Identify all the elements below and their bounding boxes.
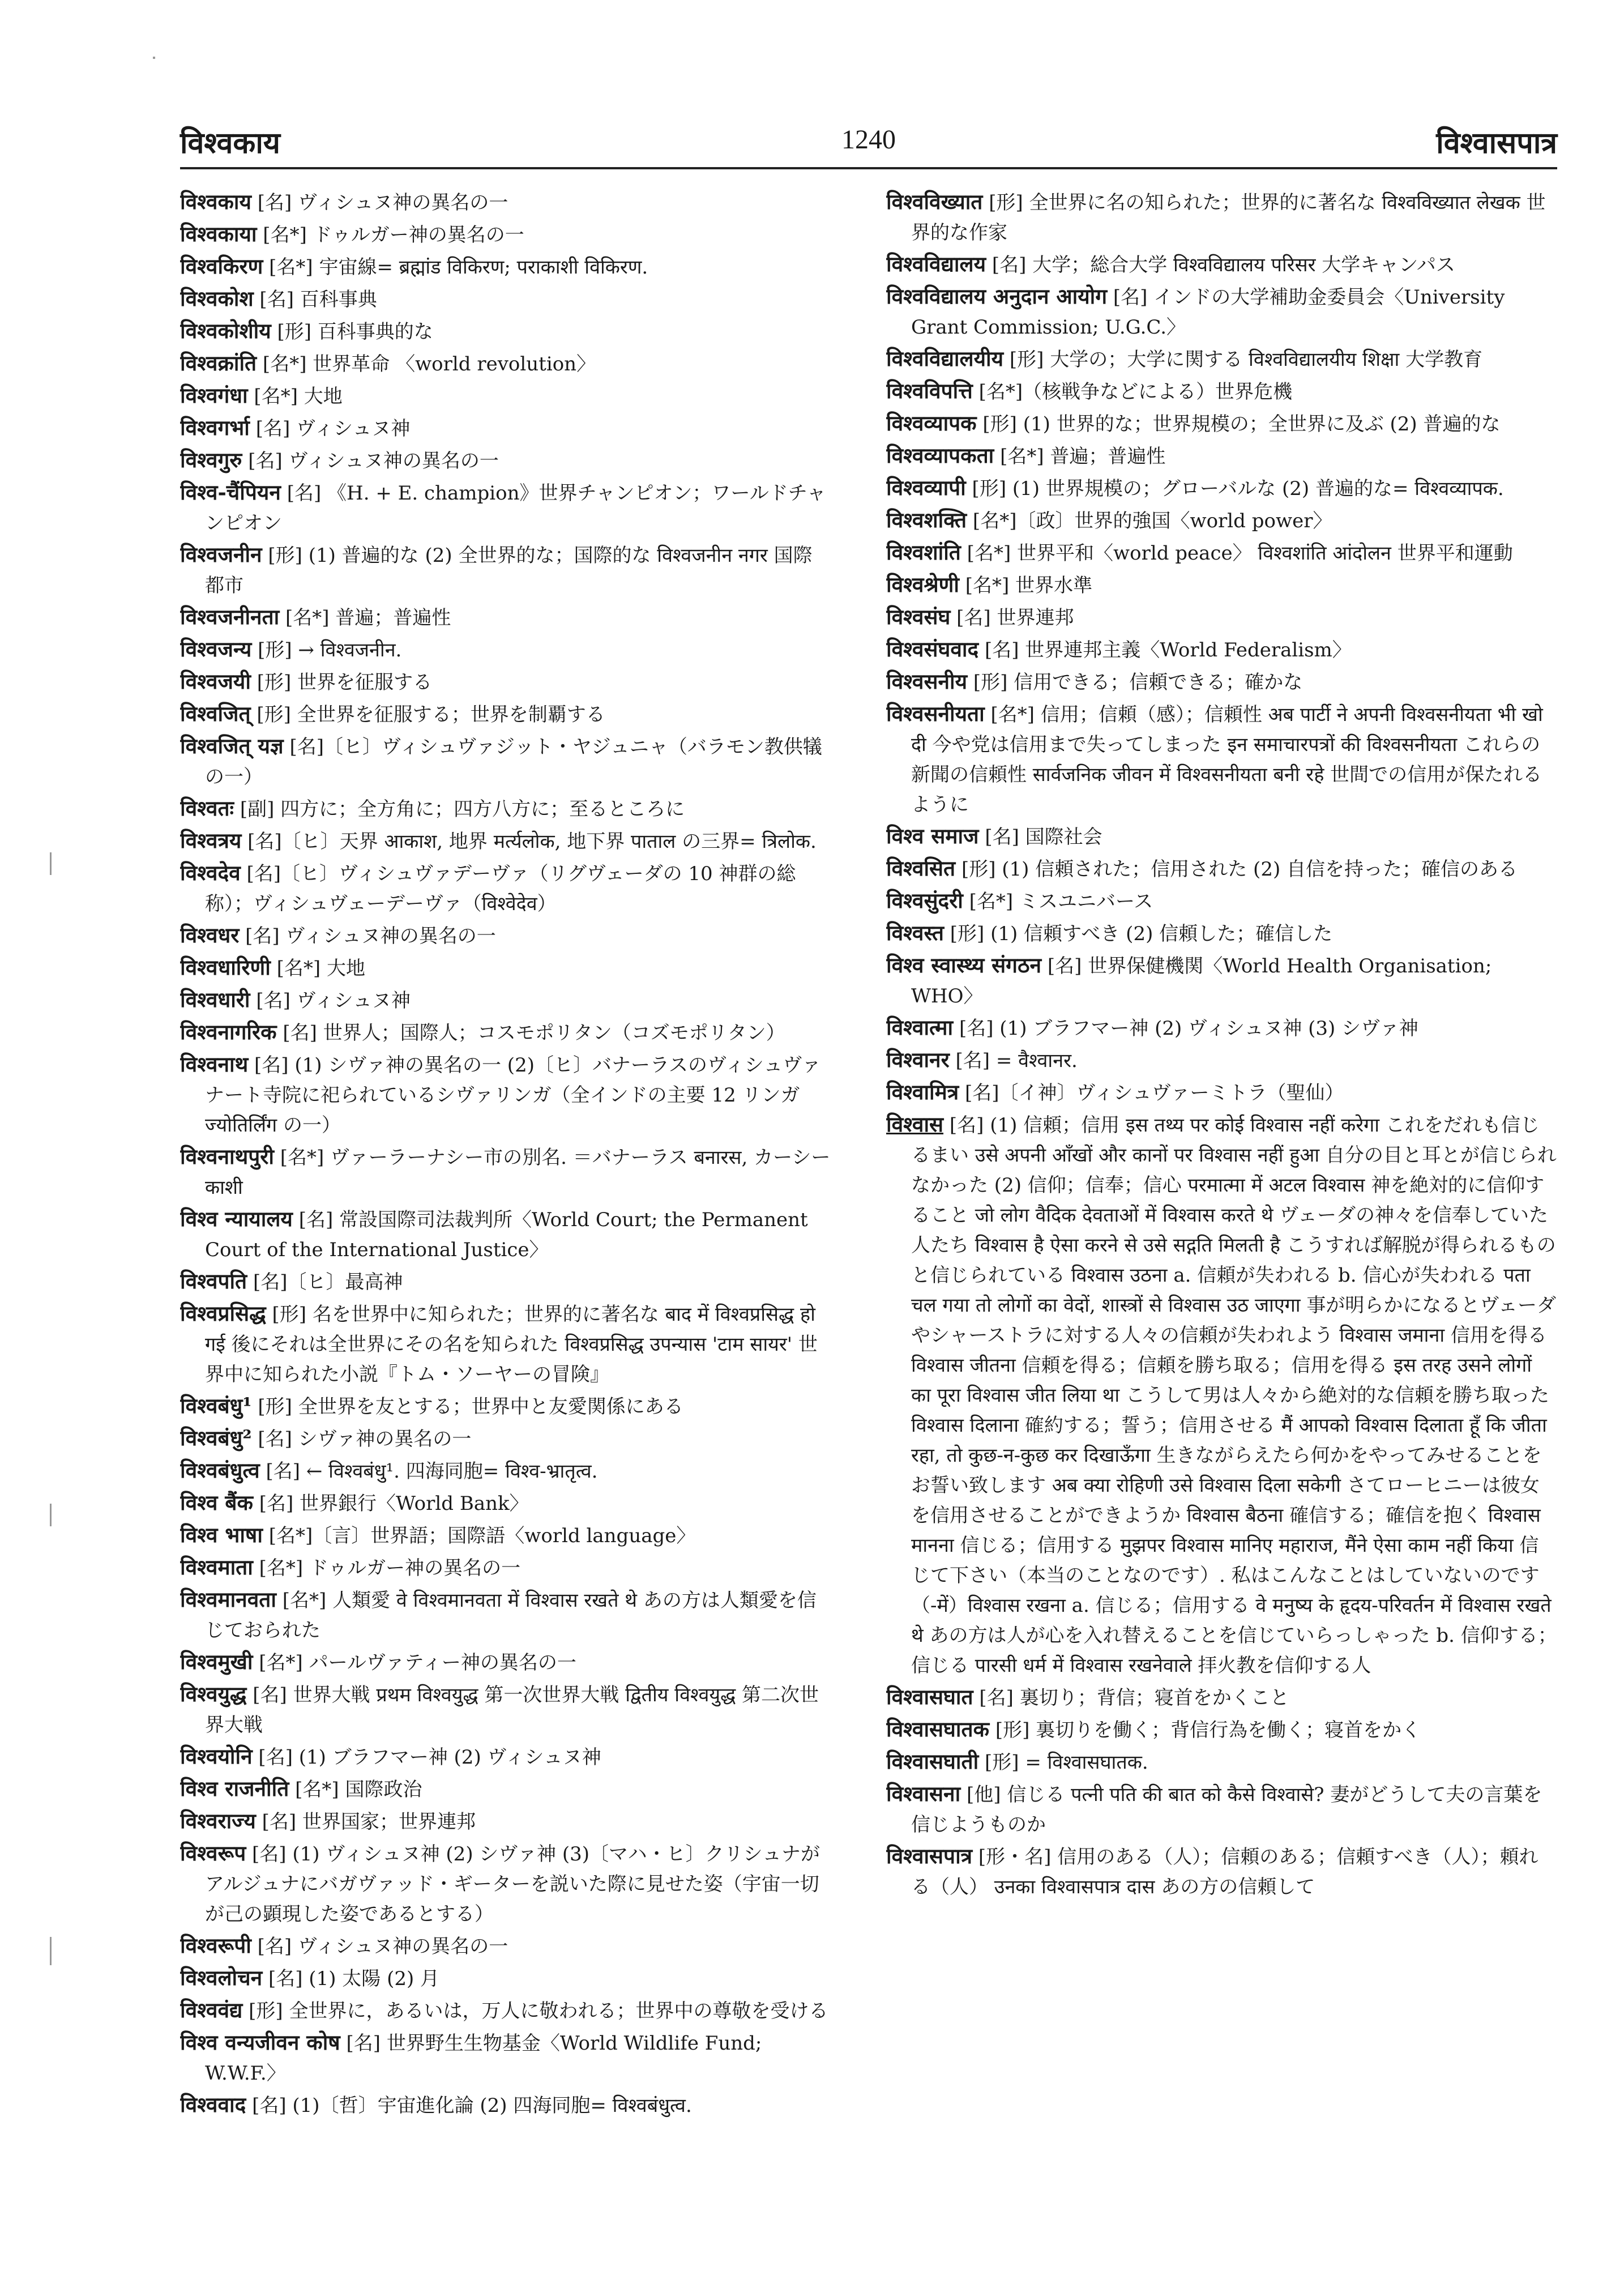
entry-headword: विश्वकाय	[180, 189, 251, 214]
entry-definition: [名] 世界人；国際人；コスモポリタン（コズモポリタン）	[276, 1022, 785, 1044]
entry-headword: विश्वनाथपुरी	[180, 1144, 274, 1169]
entry-headword: विश्वगुरु	[180, 447, 242, 472]
entry-definition: [形] 全世界に名の知られた；世界的に著名な विश्वविख्यात लेखक 世界的な作家	[911, 191, 1546, 244]
entry-definition: [名*] 人類愛 वे विश्वमानवता में विश्वास रखते थे あの方は人類愛を信じておられた	[205, 1589, 817, 1642]
entry-definition: [名] 世界連邦主義〈World Federalism〉	[978, 639, 1352, 661]
dictionary-entry	[180, 731, 831, 792]
entry-definition: [名*] 国際政治	[289, 1778, 422, 1801]
entry-definition: [名] 世界保健機関〈World Health Organisation; WHO〉	[911, 955, 1492, 1008]
dictionary-entry	[180, 1017, 831, 1048]
scan-mark	[50, 1937, 52, 1965]
entry-headword: विश्वासघाती	[886, 1749, 979, 1774]
dictionary-entry	[180, 602, 831, 633]
dictionary-entry	[886, 441, 1557, 472]
entry-headword: विश्वासघात	[886, 1684, 973, 1709]
entry-definition: [形] (1) 世界的な；世界規模の；全世界に及ぶ (2) 普遍的な	[976, 413, 1501, 436]
entry-headword: विश्वसंघ	[886, 604, 951, 629]
entry-definition: [形] (1) 信頼された；信用された (2) 自信を持った；確信のある	[955, 858, 1518, 881]
dictionary-entry	[886, 853, 1557, 885]
entry-definition: [名] 大学；総合大学 विश्वविद्यालय परिसर 大学キャンパス	[986, 254, 1455, 276]
dictionary-entry	[180, 284, 831, 315]
entry-headword: विश्वपति	[180, 1269, 247, 1294]
dictionary-entry	[886, 1714, 1557, 1745]
dictionary-entry	[180, 477, 831, 539]
entry-definition: [名] ← विश्वबंधु¹. 四海同胞= विश्व-भ्रातृत्व.	[259, 1460, 598, 1483]
entry-definition: [形] (1) 信頼すべき (2) 信頼した；確信した	[943, 923, 1333, 945]
entry-definition: [名] ヴィシュヌ神の異名の一	[242, 450, 499, 472]
entry-definition: [名*] 普遍；普遍性	[994, 445, 1166, 468]
dictionary-entry	[180, 1585, 831, 1646]
entry-definition: [形] 大学の；大学に関する विश्वविद्यालयीय शिक्षा 大学教育	[1003, 348, 1483, 371]
dictionary-entry	[886, 1045, 1557, 1076]
dictionary-entry	[180, 2090, 831, 2121]
dictionary-entry	[886, 1779, 1557, 1840]
entry-headword: विश्वदेव	[180, 860, 241, 885]
entry-definition: [名*] 大地	[247, 385, 343, 408]
entry-headword: विश्वात्मा	[886, 1015, 954, 1040]
entry-definition: [名] (1) ブラフマー神 (2) ヴィシュヌ神	[252, 1746, 601, 1769]
entry-headword: विश्वामित्र	[886, 1079, 959, 1104]
entry-headword: विश्वव्यापकता	[886, 443, 994, 468]
entry-headword: विश्वमाता	[180, 1555, 253, 1580]
scan-mark	[50, 1504, 52, 1526]
dictionary-entry	[886, 376, 1557, 407]
entry-definition: [名*] 大地	[270, 957, 365, 980]
entry-headword: विश्वासघातक	[886, 1717, 990, 1742]
entry-headword: विश्वधारिणी	[180, 955, 271, 980]
entry-headword: विश्व राजनीति	[180, 1776, 289, 1801]
entry-headword: विश्वक्रांति	[180, 351, 257, 375]
dictionary-entry	[886, 1077, 1557, 1108]
entry-definition: [名*] 世界革命 〈world revolution〉	[257, 353, 596, 375]
entry-definition: [名] 世界国家；世界連邦	[255, 1811, 476, 1833]
entry-definition: [名]〔ヒ〕最高神	[247, 1271, 403, 1294]
entry-definition: [名*]〔政〕世界的強国〈world power〉	[967, 510, 1332, 532]
entry-definition: [形] = विश्वासघातक.	[978, 1751, 1148, 1774]
entry-definition: [名] 国際社会	[978, 826, 1102, 848]
entry-definition: [名] 世界連邦	[950, 607, 1074, 629]
entry-headword: विश्वव्यापी	[886, 475, 966, 500]
entry-headword: विश्वरूप	[180, 1841, 246, 1866]
entry-definition: [名*] ミスユニバース	[963, 890, 1153, 913]
entry-definition: [形] 全世界を友とする；世界中と友愛関係にある	[251, 1395, 683, 1418]
entry-headword: विश्वविद्यालय अनुदान आयोग	[886, 284, 1108, 309]
dictionary-entry	[180, 413, 831, 444]
dictionary-entry	[180, 1679, 831, 1740]
entry-definition: [名*] 普遍；普遍性	[279, 607, 451, 629]
entry-headword: विश्वजनीन	[180, 542, 262, 567]
entry-headword: विश्वगर्भा	[180, 415, 250, 440]
entry-headword: विश्वसित	[886, 856, 956, 881]
dictionary-entry	[180, 1552, 831, 1584]
dictionary-entry	[180, 1391, 831, 1422]
dictionary-entry	[180, 219, 831, 250]
entry-headword: विश्वमुखी	[180, 1649, 253, 1674]
entry-definition: [名] ヴィシュヌ神の異名の一	[251, 191, 508, 214]
dictionary-entry	[180, 1995, 831, 2026]
dictionary-entry	[180, 858, 831, 919]
entry-definition: [名] インドの大学補助金委員会〈University Grant Commission; U.G.C.〉	[911, 286, 1505, 339]
entry-definition: [名] ヴィシュヌ神	[250, 989, 411, 1012]
entry-headword: विश्वजित् यज्ञ	[180, 733, 284, 758]
entry-headword: विश्वशक्ति	[886, 507, 967, 532]
dictionary-entry	[180, 826, 831, 857]
entry-definition: [名]〔ヒ〕天界 आकाश, 地界 मर्त्यलोक, 地下界 पाताल の三界= त्रिलोक.	[241, 830, 817, 853]
entry-definition: [名] ヴィシュヌ神の異名の一	[251, 1935, 508, 1958]
entry-definition: [名] (1) シヴァ神の異名の一 (2)〔ヒ〕バナーラスのヴィシュヴァナート寺院に祀られているシヴァリンガ（全インドの主要 12 リンガ ज्योतिर्लिंग の一）	[205, 1054, 821, 1137]
dictionary-entry	[180, 316, 831, 347]
entry-definition: [名] = वैश्वानर.	[949, 1049, 1078, 1072]
entry-definition: [名]〔イ神〕ヴィシュヴァーミトラ（聖仙）	[959, 1082, 1344, 1104]
dictionary-entry	[886, 1841, 1557, 1902]
dictionary-entry	[180, 1456, 831, 1487]
entry-headword: विश्ववंद्य	[180, 1998, 243, 2022]
entry-headword: विश्वबंधु¹	[180, 1393, 252, 1418]
entry-definition: [名]〔ヒ〕ヴィシュヴァデーヴァ（リグヴェーダの 10 神群の総称）；ヴィシュヴェーデーヴァ（विश्वेदेव）	[205, 863, 796, 915]
dictionary-entry	[180, 2028, 831, 2089]
entry-definition: [名] 世界銀行〈World Bank〉	[253, 1492, 529, 1515]
entry-definition: [名*]〔言〕世界語；国際語〈world language〉	[262, 1525, 696, 1547]
entry-headword: विश्वस्त	[886, 920, 944, 945]
entry-definition: [名] (1) 信頼；信用 इस तथ्य पर कोई विश्वास नहीं करेगा これをだれも信じるまい उसे अपनी आँखों और कानों पर विश्वास नहीं हुआ 自分の目と耳とが信じられなかった (2) 信仰；信奉；信心 परमात्मा में अटल विश्वास 神を絶対的に信仰すること जो लोग वैदिक देवताओं में विश्वास करते थे ヴェーダの神々を信奉していた人たち विश्वास है ऐसा करने से उसे सद्गति मिलती है こうすれば解脱が得られるものと信じられている विश्वास उठना a. 信頼が失われる b. 信心が失われる पता चल गया तो लोगों का वेदों, शास्त्रों से विश्वास उठ जाएगा 事が明らかになるとヴェーダやシャーストラに対する人々の信頼が失われよう विश्वास जमाना 信用を得る विश्वास जीतना 信頼を得る；信頼を勝ち取る；信用を得る इस तरह उसने लोगों का पूरा विश्वास जीत लिया था こうして男は人々から絶対的な信頼を勝ち取った विश्वास दिलाना 確約する；誓う；信用させる मैं आपको विश्वास दिलाता हूँ कि जीता रहा, तो कुछ-न-कुछ कर दिखाऊँगा 生きながらえたら何かをやってみせることをお誓い致します अब क्या रोहिणी उसे विश्वास दिला सकेगी さてローヒニーは彼女を信用させることができようか विश्वास बैठना 確信する；確信を抱く विश्वास मानना 信じる；信用する मुझपर विश्वास मानिए महाराज, मैंने ऐसा काम नहीं किया 信じて下さい（本当のことなのです）. 私はこんなことはしていないのです（-में）विश्वास रखना a. 信じる；信用する वे मनुष्य के हृदय-परिवर्तन में विश्वास रखते थे あの方は人が心を入れ替えることを信じていらっしゃった b. 信仰する；信じる पारसी धर्म में विश्वास रखनेवाले 拝火教を信仰する人	[911, 1114, 1557, 1677]
dictionary-entry	[180, 667, 831, 698]
entry-headword: विश्वमानवता	[180, 1587, 276, 1612]
dictionary-entry	[886, 667, 1557, 698]
entry-definition: [名*] ヴァーラーナシー市の別名. ＝バナーラス बनारस, カーシー काशी	[205, 1146, 831, 1199]
entry-definition: [名] (1) ブラフマー神 (2) ヴィシュヌ神 (3) シヴァ神	[953, 1017, 1418, 1040]
dictionary-entry	[180, 1488, 831, 1519]
entry-definition: [副] 四方に；全方角に；四方八方に；至るところに	[234, 798, 685, 821]
scan-mark	[50, 852, 52, 875]
entry-definition: [名*] 信用；信頼（感）；信頼性 अब पार्टी ने अपनी विश्वसनीयता भी खो दी 今や党は信用まで失ってしまった इन समाचारपत्रों की विश्वसनीयता これらの新聞の信頼性 सार्वजनिक जीवन में विश्वसनीयता बनी रहे 世間での信用が保たれるように	[911, 703, 1543, 816]
entry-headword: विश्वास	[886, 1112, 944, 1137]
entry-headword: विश्वासपात्र	[886, 1843, 973, 1868]
entry-definition: [名*] パールヴァティー神の異名の一	[253, 1651, 576, 1674]
entry-definition: [名] 《H. + E. champion》世界チャンピオン；ワールドチャンピオン	[205, 482, 826, 535]
entry-headword: विश्वशांति	[886, 540, 961, 565]
dictionary-entry	[180, 1647, 831, 1678]
dictionary-entry	[180, 445, 831, 476]
entry-headword: विश्वसंघवाद	[886, 637, 979, 661]
entry-headword: विश्व समाज	[886, 823, 979, 848]
dictionary-entry	[886, 602, 1557, 633]
entry-headword: विश्वकोश	[180, 286, 254, 311]
entry-headword: विश्व-चैंपियन	[180, 480, 281, 505]
dictionary-entry	[180, 187, 831, 218]
entry-headword: विश्वकिरण	[180, 254, 263, 279]
dictionary-entry	[886, 1747, 1557, 1778]
entry-definition: [形・名] 信用のある（人）；信頼のある；信頼すべき（人）；頼れる（人） उनका विश्वासपात्र दास あの方の信頼して	[911, 1846, 1538, 1898]
entry-headword: विश्वधारी	[180, 987, 250, 1012]
entry-headword: विश्व भाषा	[180, 1522, 263, 1547]
dictionary-entry	[886, 950, 1557, 1011]
entry-definition: [名] シヴァ神の異名の一	[251, 1428, 472, 1450]
entry-headword: विश्वविपत्ति	[886, 378, 973, 403]
dictionary-entry	[180, 1806, 831, 1837]
entry-headword: विश्वविद्यालय	[886, 251, 986, 276]
entry-definition: [名] 世界野生生物基金〈World Wildlife Fund; W.W.F.〉	[205, 2032, 762, 2085]
entry-headword: विश्वविख्यात	[886, 189, 983, 214]
entry-headword: विश्वकोशीय	[180, 318, 271, 343]
dictionary-entry	[180, 699, 831, 730]
dictionary-entry	[180, 1266, 831, 1297]
dictionary-entry	[180, 1931, 831, 1962]
dictionary-entry	[180, 920, 831, 951]
entry-definition: [形] 信用できる；信頼できる；確かな	[967, 671, 1303, 694]
entry-definition: [名] 裏切り；背信；寝首をかくこと	[973, 1687, 1289, 1709]
dictionary-entry	[180, 634, 831, 665]
entry-definition: [名] (1) 太陽 (2) 月	[262, 1967, 440, 1990]
entry-headword: विश्व वन्यजीवन कोष	[180, 2030, 340, 2055]
entry-headword: विश्वबंधुत्व	[180, 1458, 260, 1483]
entry-definition: [名*] ドゥルガー神の異名の一	[257, 224, 524, 246]
entry-definition: [名] ヴィシュヌ神	[249, 417, 411, 440]
header-left-guide-word: विश्वकाय	[180, 126, 280, 160]
entry-definition: [名*] 世界水準	[959, 574, 1093, 597]
entry-headword: विश्वासना	[886, 1781, 961, 1806]
entry-headword: विश्वविद्यालयीय	[886, 346, 1004, 371]
dictionary-entry	[180, 381, 831, 412]
scan-mark	[153, 57, 155, 59]
entry-definition: [名*] 世界平和〈world peace〉 विश्वशांति आंदोलन 世界平和運動	[960, 542, 1513, 565]
dictionary-entry	[180, 1742, 831, 1773]
entry-headword: विश्वधर	[180, 923, 240, 947]
entry-definition: [他] 信じる पत्नी पति की बात को कैसे विश्वासे? 妻がどうして夫の言葉を信じようものか	[911, 1783, 1542, 1836]
entry-headword: विश्वनागरिक	[180, 1019, 277, 1044]
entry-headword: विश्ववाद	[180, 2092, 246, 2117]
dictionary-entry	[886, 821, 1557, 852]
entry-headword: विश्वजनीनता	[180, 604, 280, 629]
entry-definition: [名*] 宇宙線= ब्रह्मांड विकिरण; पराकाशी विकिरण.	[263, 256, 648, 279]
left-column	[180, 187, 831, 2258]
entry-definition: [形] 裏切りを働く；背信行為を働く；寝首をかく	[989, 1719, 1421, 1742]
header-right-guide-word: विश्वासपात्र	[1436, 126, 1557, 160]
dictionary-entry	[180, 1963, 831, 1994]
dictionary-entry	[180, 1204, 831, 1265]
entry-definition: [形] (1) 世界規模の；グローバルな (2) 普遍的な= विश्वव्यापक.	[965, 477, 1504, 500]
entry-headword: विश्वजयी	[180, 669, 251, 694]
entry-headword: विश्व न्यायालय	[180, 1206, 293, 1231]
entry-headword: विश्वलोचन	[180, 1965, 263, 1990]
entry-definition: [形] 世界を征服する	[250, 671, 433, 694]
entry-definition: [形] 全世界を征服する；世界を制覇する	[250, 703, 605, 726]
entry-headword: विश्वगंधा	[180, 383, 248, 408]
entry-definition: [形] (1) 普遍的な (2) 全世界的な；国際的な विश्वजनीन नगर 国際都市	[205, 544, 813, 597]
entry-headword: विश्वानर	[886, 1047, 950, 1072]
entry-definition: [名] 常設国際司法裁判所〈World Court; the Permanent Court of the International Justice〉	[205, 1209, 808, 1261]
dictionary-entry	[886, 408, 1557, 439]
entry-definition: [形] → विश्वजनीन.	[251, 639, 402, 661]
dictionary-entry	[886, 281, 1557, 343]
entry-headword: विश्वसनीयता	[886, 701, 985, 726]
entry-headword: विश्वसनीय	[886, 669, 968, 694]
entry-definition: [名] 世界大戦 प्रथम विश्वयुद्ध 第一次世界大戦 द्वितीय विश्वयुद्ध 第二次世界大戦	[205, 1684, 819, 1736]
entry-definition: [名*]（核戦争などによる）世界危機	[972, 381, 1293, 403]
dictionary-entry	[180, 1142, 831, 1203]
dictionary-entry	[180, 793, 831, 825]
entry-headword: विश्वरूपी	[180, 1933, 251, 1958]
dictionary-entry	[180, 540, 831, 601]
dictionary-entry	[886, 505, 1557, 536]
entry-headword: विश्व स्वास्थ्य संगठन	[886, 953, 1042, 978]
dictionary-entry	[180, 251, 831, 283]
entry-headword: विश्वतः	[180, 796, 234, 821]
dictionary-entry	[180, 985, 831, 1016]
entry-headword: विश्वबंधु²	[180, 1425, 252, 1450]
right-column	[886, 187, 1557, 2258]
entry-definition: [名] (1) ヴィシュヌ神 (2) シヴァ神 (3)〔マハ・ヒ〕クリシュナがアルジュナにバガヴァッド・ギーターを説いた際に見せた姿（宇宙一切が己の顕現した姿であるとする）	[205, 1843, 820, 1926]
entry-definition: [形] 百科事典的な	[271, 321, 433, 343]
entry-headword: विश्वजन्य	[180, 637, 252, 661]
entry-headword: विश्वराज्य	[180, 1808, 256, 1833]
entry-headword: विश्वप्रसिद्ध	[180, 1301, 266, 1326]
dictionary-entry	[180, 1299, 831, 1390]
entry-headword: विश्व बैंक	[180, 1490, 253, 1515]
entry-definition: [名*] ドゥルガー神の異名の一	[253, 1557, 521, 1580]
dictionary-entry	[886, 634, 1557, 665]
dictionary-entry	[886, 1109, 1557, 1681]
dictionary-entry	[886, 918, 1557, 949]
dictionary-entry	[886, 249, 1557, 280]
dictionary-entry	[180, 953, 831, 984]
entry-definition: [名]〔ヒ〕ヴィシュヴァジット・ヤジュニャ（バラモン教供犠の一）	[205, 736, 822, 788]
entry-headword: विश्वत्रय	[180, 828, 242, 853]
dictionary-entry	[886, 473, 1557, 504]
entry-headword: विश्वश्रेणी	[886, 572, 959, 597]
dictionary-entry	[180, 1049, 831, 1141]
dictionary-entry	[886, 537, 1557, 569]
entry-headword: विश्वनाथ	[180, 1052, 249, 1077]
dictionary-entry	[180, 1520, 831, 1551]
dictionary-entry	[886, 1682, 1557, 1713]
dictionary-entry	[886, 1013, 1557, 1044]
entry-headword: विश्वसुंदरी	[886, 888, 963, 913]
dictionary-entry	[180, 348, 831, 379]
running-head	[180, 116, 1557, 169]
entry-definition: [名] ヴィシュヌ神の異名の一	[239, 925, 496, 947]
dictionary-entry	[180, 1423, 831, 1454]
entry-headword: विश्वजित्	[180, 701, 251, 726]
dictionary-entry	[180, 1838, 831, 1930]
dictionary-entry	[886, 886, 1557, 917]
entry-headword: विश्वकाया	[180, 221, 257, 246]
page-number: 1240	[841, 125, 896, 155]
entry-headword: विश्वयुद्ध	[180, 1681, 247, 1706]
entry-definition: [名] 百科事典	[253, 288, 377, 311]
dictionary-entry	[886, 344, 1557, 375]
entry-headword: विश्वव्यापक	[886, 411, 977, 436]
entry-headword: विश्वयोनि	[180, 1744, 253, 1769]
dictionary-entry	[886, 187, 1557, 248]
entry-definition: [名] (1)〔哲〕宇宙進化論 (2) 四海同胞= विश्वबंधुत्व.	[246, 2094, 692, 2117]
entry-definition: [形] 名を世界中に知られた；世界的に著名な बाद में विश्वप्रसिद्ध हो गई 後にそれは全世界にその名を知られた विश्वप्रसिद्ध उपन्यास 'टाम सायर' 世界中に知られた小説『トム・ソーヤーの冒険』	[205, 1303, 818, 1386]
dictionary-entry	[886, 699, 1557, 820]
dictionary-entry	[886, 570, 1557, 601]
dictionary-entry	[180, 1774, 831, 1805]
entry-definition: [形] 全世界に，あるいは，万人に敬われる；世界中の尊敬を受ける	[242, 2000, 828, 2022]
